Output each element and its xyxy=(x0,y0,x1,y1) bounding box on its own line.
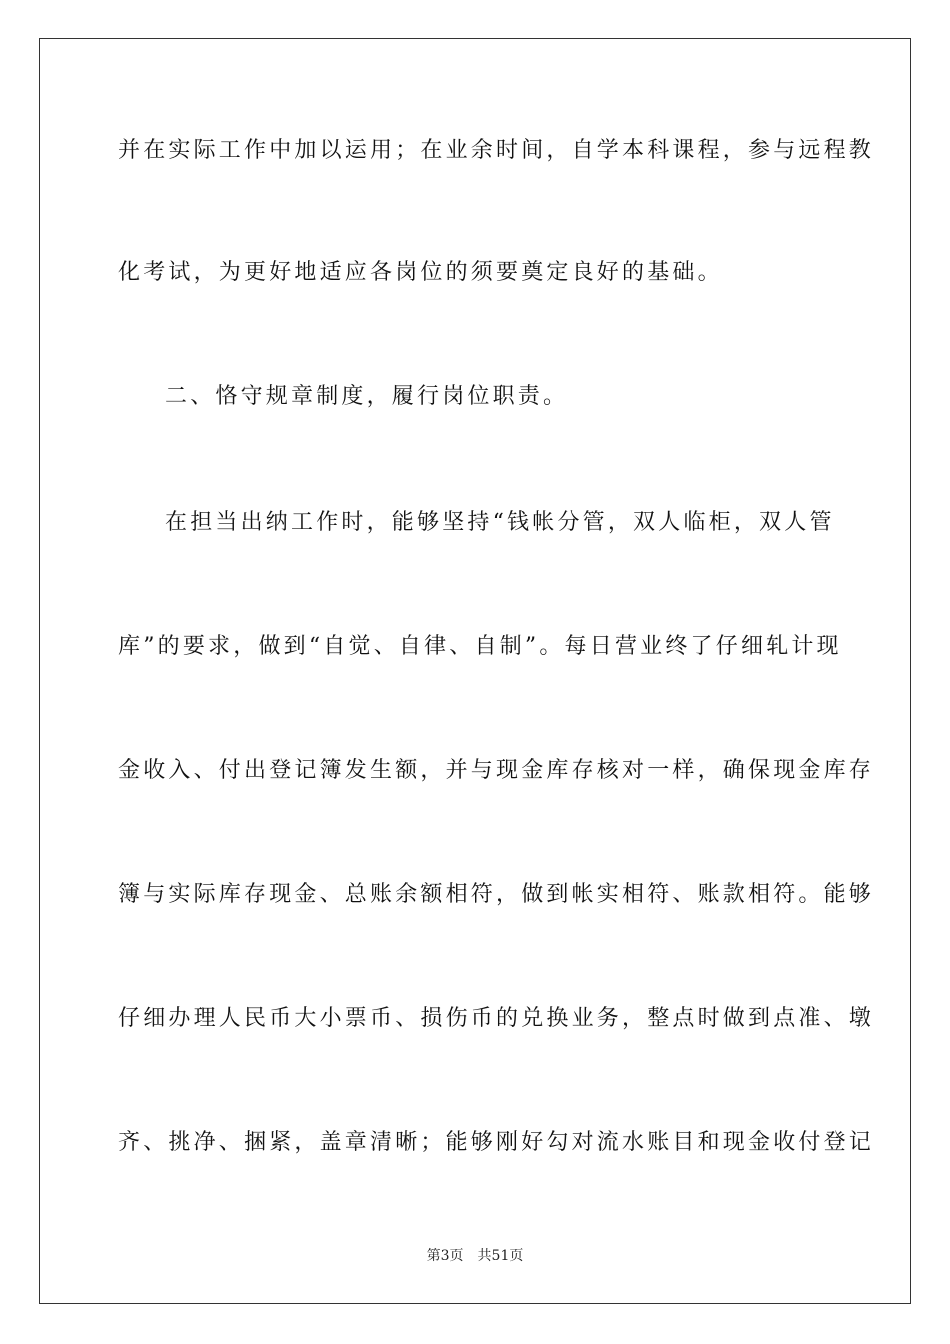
page-number: 第3页 xyxy=(426,1248,464,1264)
text-line: 库”的要求，做到“自觉、自律、自制”。每日营业终了仔细轧计现 xyxy=(118,634,842,659)
page-border xyxy=(39,38,911,1304)
text-line: 并在实际工作中加以运用；在业余时间，自学本科课程，参与远程教 xyxy=(118,138,875,163)
page-footer xyxy=(0,1246,950,1266)
text-line: 化考试，为更好地适应各岗位的须要奠定良好的基础。 xyxy=(118,260,723,285)
text-line: 簿与实际库存现金、总账余额相符，做到帐实相符、账款相符。能够 xyxy=(118,882,875,907)
total-pages: 共51页 xyxy=(477,1248,524,1264)
text-line: 仔细办理人民币大小票币、损伤币的兑换业务，整点时做到点准、墩 xyxy=(118,1006,875,1031)
text-line: 在担当出纳工作时，能够坚持“钱帐分管，双人临柜，双人管 xyxy=(165,510,835,535)
section-heading: 二、恪守规章制度，履行岗位职责。 xyxy=(165,384,569,409)
text-line: 齐、挑净、捆紧，盖章清晰；能够刚好勾对流水账目和现金收付登记 xyxy=(118,1130,875,1155)
text-line: 金收入、付出登记簿发生额，并与现金库存核对一样，确保现金库存 xyxy=(118,758,875,783)
